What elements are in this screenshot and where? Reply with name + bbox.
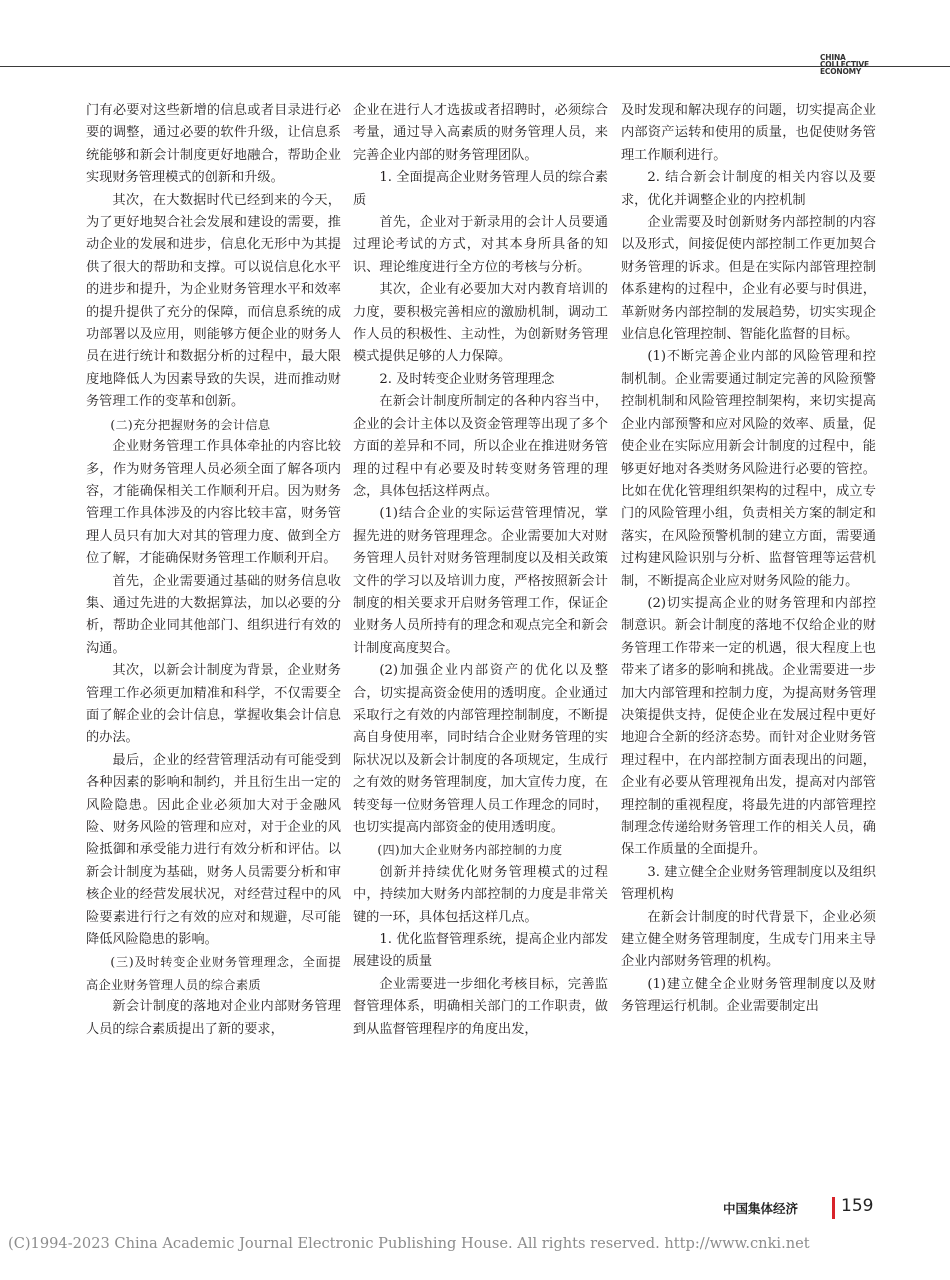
paragraph: (1)结合企业的实际运营管理情况，掌握先进的财务管理理念。企业需要加大对财务管理人员针对财务管理制度以及相关政策文件的学习以及培训力度，严格按照新会计制度的相关要求开启财务管理工作，保证企业财务人员所持有的理念和观点完全和新会计制度高度契合。 [353,506,608,656]
paragraph: (2)加强企业内部资产的优化以及整合，切实提高资金使用的透明度。企业通过采取行之有效的内部管理控制制度，不断提高自身使用率，同时结合企业财务管理的实际状况以及新会计制度的各项规定，生成行之有效的财务管理制度，加大宣传力度，在转变每一位财务管理人员工作理念的同时，也切实提高内部资金的使用透明度。 [353,663,608,835]
section-heading: (二)充分把握财务的会计信息 [110,417,271,432]
paragraph: (2)切实提高企业的财务管理和内部控制意识。新会计制度的落地不仅给企业的财务管理工作带来一定的机遇，很大程度上也带来了诸多的影响和挑战。企业需要进一步加大内部管理和控制力度，为提高财务管理决策提供支持，促使企业在发展过程中更好地迎合全新的经济态势。而针对企业财务管理过程中，在内部控制方面表现出的问题，企业有必要从管理视角出发，提高对内部管理控制的重视程度，将最先进的内部管理控制理念传递给财务管理工作的相关人员，确保工作质量的全面提升。 [621,595,876,858]
logo-line-1: CHINA [820,53,846,62]
page-number: 159 [841,1196,874,1216]
paragraph: 1. 优化监督管理系统，提高企业内部发展建设的质量 [353,932,608,970]
paragraph: 其次，以新会计制度为背景，企业财务管理工作必须更加精准和科学，不仅需要全面了解企业的会计信息，掌握收集会计信息的办法。 [86,663,341,746]
journal-name: 中国集体经济 [723,1201,799,1216]
text-column-1 [86,100,341,1041]
paragraph: 门有必要对这些新增的信息或者目录进行必要的调整，通过必要的软件升级，让信息系统能够和新会计制度更好地融合，帮助企业实现财务管理模式的创新和升级。 [86,103,341,186]
paragraph: 企业需要进一步细化考核目标，完善监督管理体系，明确相关部门的工作职责，做到从监督管理程序的角度出发， [353,976,608,1037]
paragraph: 新会计制度的落地对企业内部财务管理人员的综合素质提出了新的要求， [86,999,341,1037]
paragraph: 企业在进行人才选拔或者招聘时，必须综合考量，通过导入高素质的财务管理人员，来完善企业内部的财务管理团队。 [353,103,608,163]
paragraph: 首先，企业对于新录用的会计人员要通过理论考试的方式，对其本身所具备的知识、理论维度进行全方位的考核与分析。 [353,215,608,275]
header-rule [0,66,812,67]
paragraph: 2. 及时转变企业财务管理理念 [379,371,555,387]
text-column-2 [353,100,608,1041]
paragraph: 创新并持续优化财务管理模式的过程中，持续加大财务内部控制的力度是非常关键的一环，具体包括这样几点。 [353,864,608,925]
paragraph: 其次，在大数据时代已经到来的今天，为了更好地契合社会发展和建设的需要，推动企业的发展和进步，信息化无形中为其提供了很大的帮助和支撑。可以说信息化水平的进步和提升，为企业财务管理水平和效率的提升提供了充分的保障，而信息系统的成功部署以及应用，则能够方便企业的财务人员在进行统计和数据分析的过程中，最大限度地降低人为因素导致的失误，进而推动财务管理工作的变革和创新。 [86,192,341,410]
text-column-3 [621,100,876,1019]
paragraph: 在新会计制度所制定的各种内容当中，企业的会计主体以及资金管理等出现了多个方面的差异和不同，所以企业在推进财务管理的过程中有必要及时转变财务管理的理念，具体包括这样两点。 [353,394,608,499]
copyright-notice: (C)1994-2023 China Academic Journal Electronic Publishing House. All rights reserved. http://www.cnki.net [8,1235,810,1252]
paragraph: 在新会计制度的时代背景下，企业必须建立健全财务管理制度，生成专门用来主导企业内部财务管理的机构。 [621,909,876,970]
paragraph: 1. 全面提高企业财务管理人员的综合素质 [353,170,608,208]
paragraph: 最后，企业的经营管理活动有可能受到各种因素的影响和制约，并且衍生出一定的风险隐患。因此企业必须加大对于金融风险、财务风险的管理和应对，对于企业的风险抵御和承受能力进行有效分析和评估。以新会计制度为基础，财务人员需要分析和审核企业的经营发展状况，对经营过程中的风险要素进行行之有效的应对和规避，尽可能降低风险隐患的影响。 [86,752,341,948]
paragraph: 首先，企业需要通过基础的财务信息收集、通过先进的大数据算法，加以必要的分析，帮助企业同其他部门、组织进行有效的沟通。 [86,573,341,656]
paragraph: 及时发现和解决现存的问题，切实提高企业内部资产运转和使用的质量，也促使财务管理工作顺利进行。 [621,103,876,163]
paragraph: 企业需要及时创新财务内部控制的内容以及形式，间接促使内部控制工作更加契合财务管理的诉求。但是在实际内部管理控制体系建构的过程中，企业有必要与时俱进，革新财务内部控制的发展趋势，切实实现企业信息化管理控制、智能化监督的目标。 [621,215,876,343]
paragraph: (1)建立健全企业财务管理制度以及财务管理运行机制。企业需要制定出 [621,976,876,1015]
section-heading: (四)加大企业财务内部控制的力度 [377,843,563,858]
journal-logo [820,54,920,75]
paragraph: 3. 建立健全企业财务管理制度以及组织管理机构 [621,864,876,903]
paragraph: 其次，企业有必要加大对内教育培训的力度，要积极完善相应的激励机制，调动工作人员的积极性、主动性，为创新财务管理模式提供足够的人力保障。 [353,282,608,365]
paragraph: 2. 结合新会计制度的相关内容以及要求，优化并调整企业的内控机制 [621,170,876,208]
paragraph: 企业财务管理工作具体牵扯的内容比较多，作为财务管理人员必须全面了解各项内容，才能确保相关工作顺利开启。因为财务管理工作具体涉及的内容比较丰富，财务管理人员只有加大对其的管理力度、做到全方位了解，才能确保财务管理工作顺利开启。 [86,439,341,567]
footer-accent-bar [832,1197,835,1219]
logo-line-3: ECONOMY [820,67,862,76]
paragraph: (1)不断完善企业内部的风险管理和控制机制。企业需要通过制定完善的风险预警控制机制和风险管理控制架构，来切实提高企业内部预警和应对风险的效率、质量，促使企业在实际应用新会计制度的过程中，能够更好地对各类财务风险进行必要的管控。比如在优化管理组织架构的过程中，成立专门的风险管理小组，负责相关方案的制定和落实，在风险预警机制的建立方面，需要通过构建风险识别与分析、监督管理等运营机制，不断提高企业应对财务风险的能力。 [621,349,876,589]
logo-line-2: COLLECTIVE [820,60,869,69]
section-heading: (三)及时转变企业财务管理理念，全面提高企业财务管理人员的综合素质 [86,955,341,992]
